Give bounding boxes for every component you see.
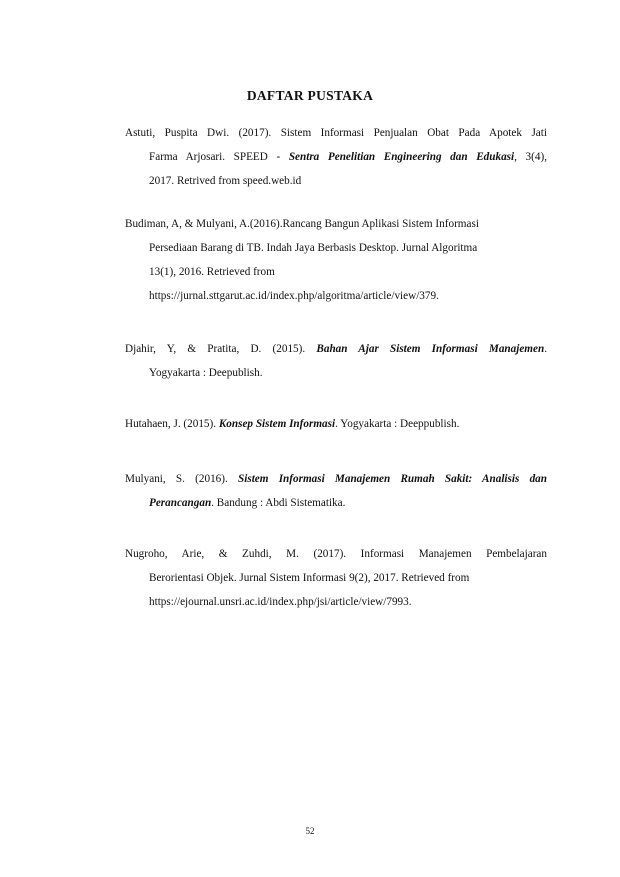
- reference-line: Budiman, A, & Mulyani, A.(2016).Rancang Bangun Aplikasi Sistem Informasi: [125, 218, 479, 230]
- reference-line: Farma Arjosari. SPEED - Sentra Penelitian Engineering dan Edukasi, 3(4),: [149, 151, 547, 163]
- reference-item: [125, 542, 547, 614]
- reference-line: Mulyani, S. (2016). Sistem Informasi Manajemen Rumah Sakit: Analisis dan: [125, 473, 547, 485]
- reference-item: [125, 337, 547, 385]
- book-title: Bahan Ajar Sistem Informasi Manajemen: [316, 343, 545, 355]
- book-title: Konsep Sistem Informasi: [218, 418, 336, 430]
- page-number: 52: [305, 826, 315, 836]
- reference-line: Berorientasi Objek. Jurnal Sistem Informasi 9(2), 2017. Retrieved from: [149, 572, 470, 584]
- book-title: Sistem Informasi Manajemen Rumah Sakit: Analisis dan: [238, 473, 547, 485]
- reference-line: Djahir, Y, & Pratita, D. (2015). Bahan Ajar Sistem Informasi Manajemen.: [125, 343, 547, 355]
- reference-line: 2017. Retrived from speed.web.id: [149, 175, 302, 187]
- reference-url: https://ejournal.unsri.ac.id/index.php/jsi/article/view/7993.: [149, 596, 412, 608]
- reference-line: Yogyakarta : Deepublish.: [149, 367, 263, 379]
- book-title-continued: Perancangan: [149, 497, 212, 509]
- reference-line: 13(1), 2016. Retrieved from: [149, 266, 275, 278]
- reference-item: [125, 412, 547, 436]
- reference-line: Perancangan. Bandung : Abdi Sistematika.: [149, 497, 346, 509]
- reference-item: [125, 212, 547, 308]
- journal-title: Sentra Penelitian Engineering dan Edukasi: [288, 151, 515, 163]
- reference-line: Hutahaen, J. (2015). Konsep Sistem Informasi. Yogyakarta : Deeppublish.: [125, 418, 460, 430]
- page-title: DAFTAR PUSTAKA: [246, 88, 374, 103]
- reference-url: https://jurnal.sttgarut.ac.id/index.php/algoritma/article/view/379.: [149, 290, 439, 302]
- reference-item: [125, 121, 547, 193]
- reference-line: Persediaan Barang di TB. Indah Jaya Berbasis Desktop. Jurnal Algoritma: [149, 242, 478, 254]
- reference-line: Nugroho, Arie, & Zuhdi, M. (2017). Informasi Manajemen Pembelajaran: [125, 548, 547, 560]
- reference-item: [125, 467, 547, 515]
- reference-line: Astuti, Puspita Dwi. (2017). Sistem Informasi Penjualan Obat Pada Apotek Jati: [125, 127, 547, 139]
